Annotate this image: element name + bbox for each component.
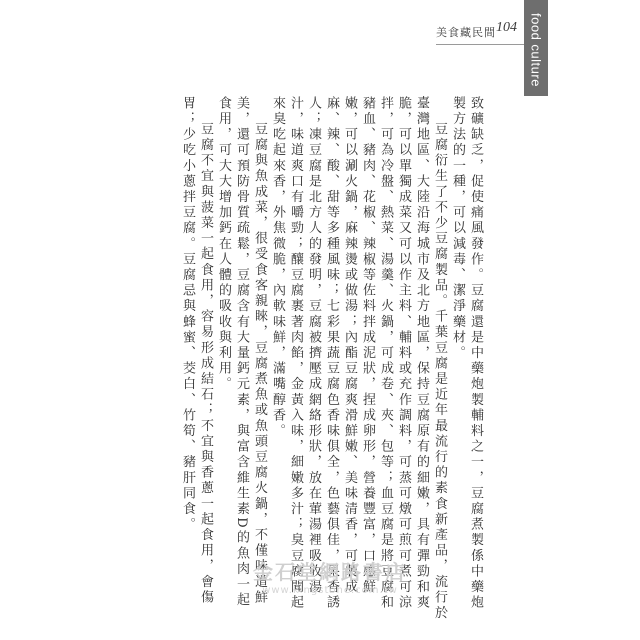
running-header-title: 美食藏民間 bbox=[436, 26, 496, 39]
body-text bbox=[178, 96, 484, 622]
watermark-url: www.kingstone.com.tw bbox=[262, 585, 398, 596]
watermark bbox=[230, 556, 430, 596]
watermark-text: 金石堂網路書店 bbox=[253, 560, 407, 584]
paragraph-2: 豆腐衍生了不少豆腐製品。千葉豆腐是近年最流行的素食新產品，流行於臺灣地區、大陸沿海城市及北方地區，保持豆腐原有的細嫩，具有彈勁和爽脆，可以單獨成菜又可以作主料、輔料或充作調料，可蒸可燉可煎可煮可涼拌，可為冷盤、熱菜、湯羹、火鍋，可成卷、夾、包等；血豆腐是將豆腐和豬血、豬肉、花椒、辣椒等佐料拌成泥狀，捏成卵形，營養豐富，口感鮮嫩，可以涮火鍋，麻辣燙或做湯；內酯豆腐爽滑鮮嫩、美味清香，可製成麻、辣、酸、甜等多種風味；七彩果蔬豆腐色香味俱全，色藝俱佳，果香誘人；凍豆腐是北方人的發明，豆腐被擠壓成網絡形狀，放在葷湯裡吸收湯汁，味道爽口有嚼勁；釀豆腐裹著肉餡，金黃入味，細嫩多汁；臭豆腐聞起來臭吃起來香，外焦微脆，內軟味鮮，滿嘴醇香。 bbox=[270, 96, 447, 622]
section-tab-label: food culture bbox=[528, 13, 544, 87]
page-number: 104 bbox=[496, 20, 517, 35]
section-tab bbox=[524, 4, 548, 96]
paragraph-3: 豆腐與魚成菜，很受食客親睞，豆腐煮魚或魚頭豆腐火鍋，不僅味道鮮美，還可預防骨質疏鬆，豆腐含有大量鈣元素，與富含維生素D的魚肉一起食用，可大大增加鈣在人體的吸收與利用。 bbox=[216, 96, 267, 609]
header-rule bbox=[436, 44, 524, 45]
paragraph-1: 致礦缺乏，促使痛風發作。豆腐還是中藥炮製輔料之一，豆腐煮製係中藥炮製方法的一種，可以減毒、潔淨藥材。 bbox=[450, 96, 483, 611]
paragraph-4: 豆腐不宜與菠菜一起食用，容易形成結石；不宜與香蔥一起食用，會傷胃；少吃小蔥拌豆腐。豆腐忌與蜂蜜、茭白、竹筍、豬肝同食。 bbox=[180, 96, 213, 606]
